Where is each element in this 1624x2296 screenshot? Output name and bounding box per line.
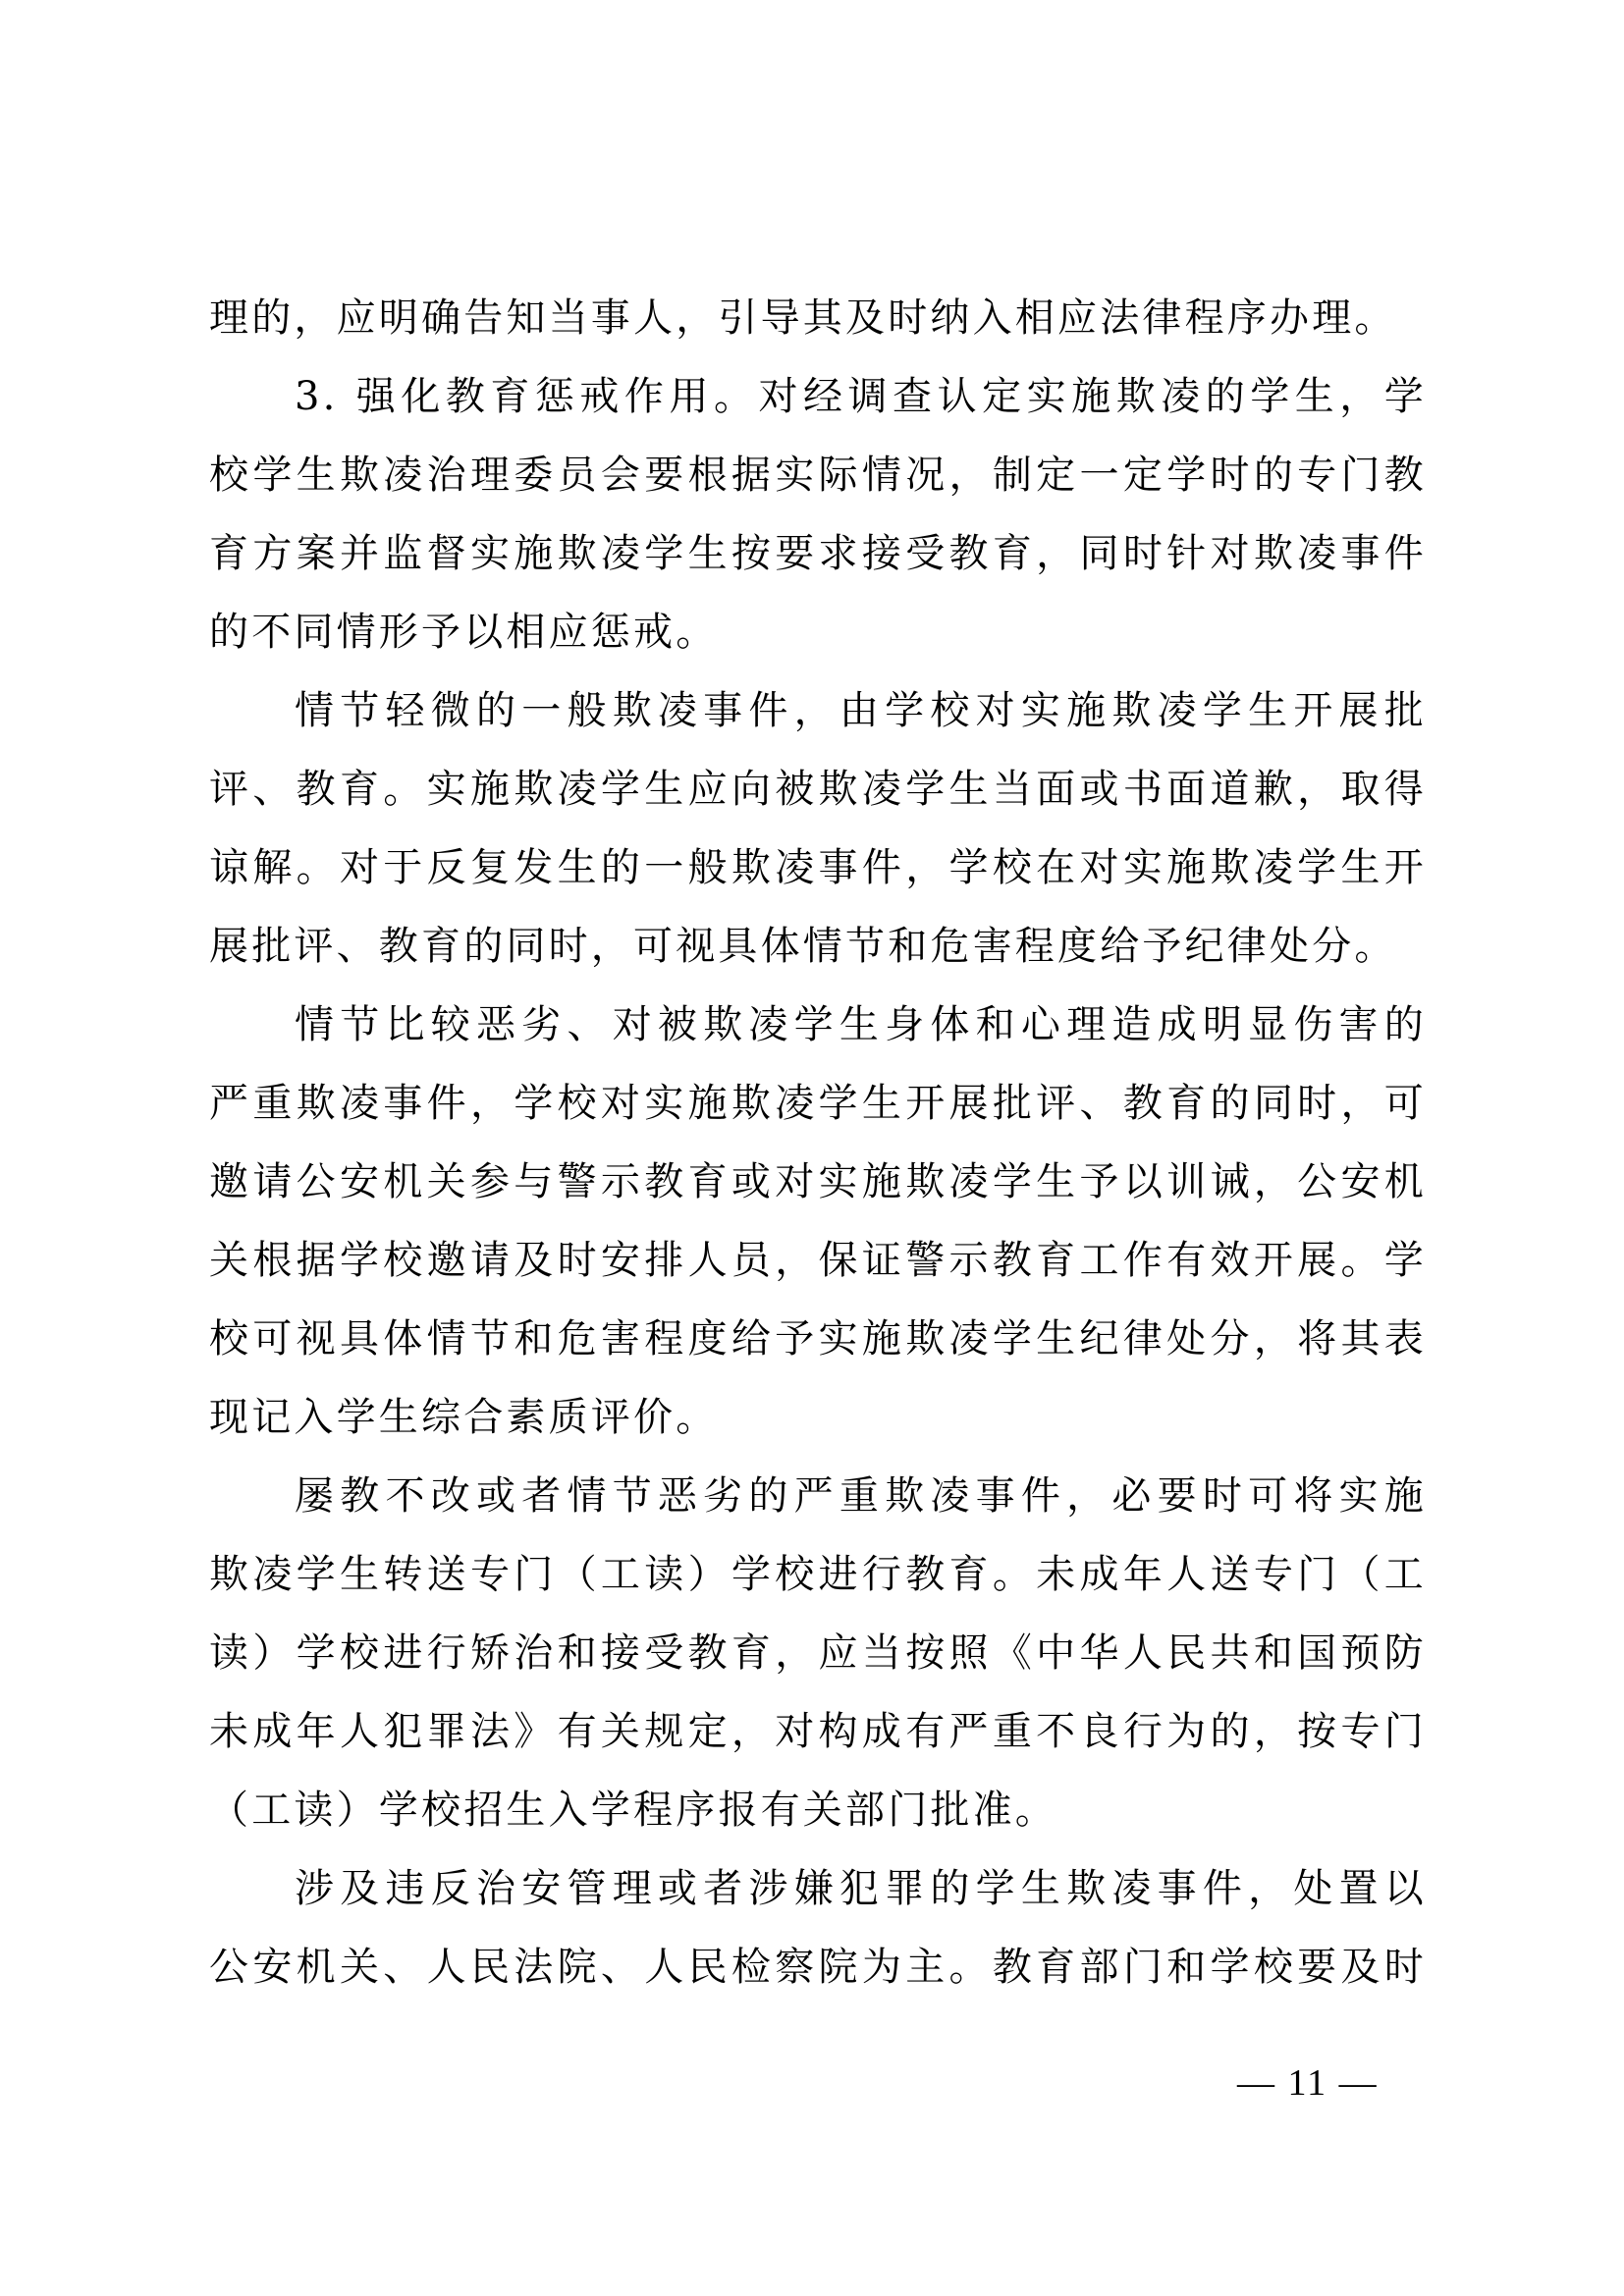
text-line: 展批评、教育的同时，可视具体情节和危害程度给予纪律处分。	[209, 924, 1397, 969]
text-line: 公安机关、人民法院、人民检察院为主。教育部门和学校要及时	[209, 1945, 1427, 1990]
text-line: 3. 强化教育惩戒作用。对经调查认定实施欺凌的学生，学	[295, 374, 1427, 419]
text-line: 情节比较恶劣、对被欺凌学生身体和心理造成明显伤害的	[295, 1002, 1427, 1047]
text-line: 涉及违反治安管理或者涉嫌犯罪的学生欺凌事件，处置以	[295, 1866, 1427, 1911]
text-line: 谅解。对于反复发生的一般欺凌事件，学校在对实施欺凌学生开	[209, 845, 1427, 890]
page-number: — 11 —	[1237, 2062, 1379, 2104]
text-line: 未成年人犯罪法》有关规定，对构成有严重不良行为的，按专门	[209, 1709, 1427, 1754]
text-line: 屡教不改或者情节恶劣的严重欺凌事件，必要时可将实施	[295, 1473, 1427, 1519]
text-line: （工读）学校招生入学程序报有关部门批准。	[209, 1788, 1057, 1833]
text-line: 邀请公安机关参与警示教育或对实施欺凌学生予以训诫，公安机	[209, 1159, 1427, 1204]
text-line: 的不同情形予以相应惩戒。	[209, 610, 719, 655]
text-line: 欺凌学生转送专门（工读）学校进行教育。未成年人送专门（工	[209, 1552, 1427, 1597]
text-line: 校学生欺凌治理委员会要根据实际情况，制定一定学时的专门教	[209, 453, 1427, 498]
text-line: 理的，应明确告知当事人，引导其及时纳入相应法律程序办理。	[209, 295, 1397, 341]
text-line: 校可视具体情节和危害程度给予实施欺凌学生纪律处分，将其表	[209, 1316, 1427, 1362]
text-line: 现记入学生综合素质评价。	[209, 1395, 719, 1440]
text-line: 读）学校进行矫治和接受教育，应当按照《中华人民共和国预防	[209, 1630, 1427, 1676]
text-line: 育方案并监督实施欺凌学生按要求接受教育，同时针对欺凌事件	[209, 531, 1427, 576]
text-line: 严重欺凌事件，学校对实施欺凌学生开展批评、教育的同时，可	[209, 1081, 1427, 1126]
text-line: 关根据学校邀请及时安排人员，保证警示教育工作有效开展。学	[209, 1238, 1427, 1283]
text-line: 情节轻微的一般欺凌事件，由学校对实施欺凌学生开展批	[295, 688, 1427, 733]
text-line: 评、教育。实施欺凌学生应向被欺凌学生当面或书面道歉，取得	[209, 767, 1427, 812]
